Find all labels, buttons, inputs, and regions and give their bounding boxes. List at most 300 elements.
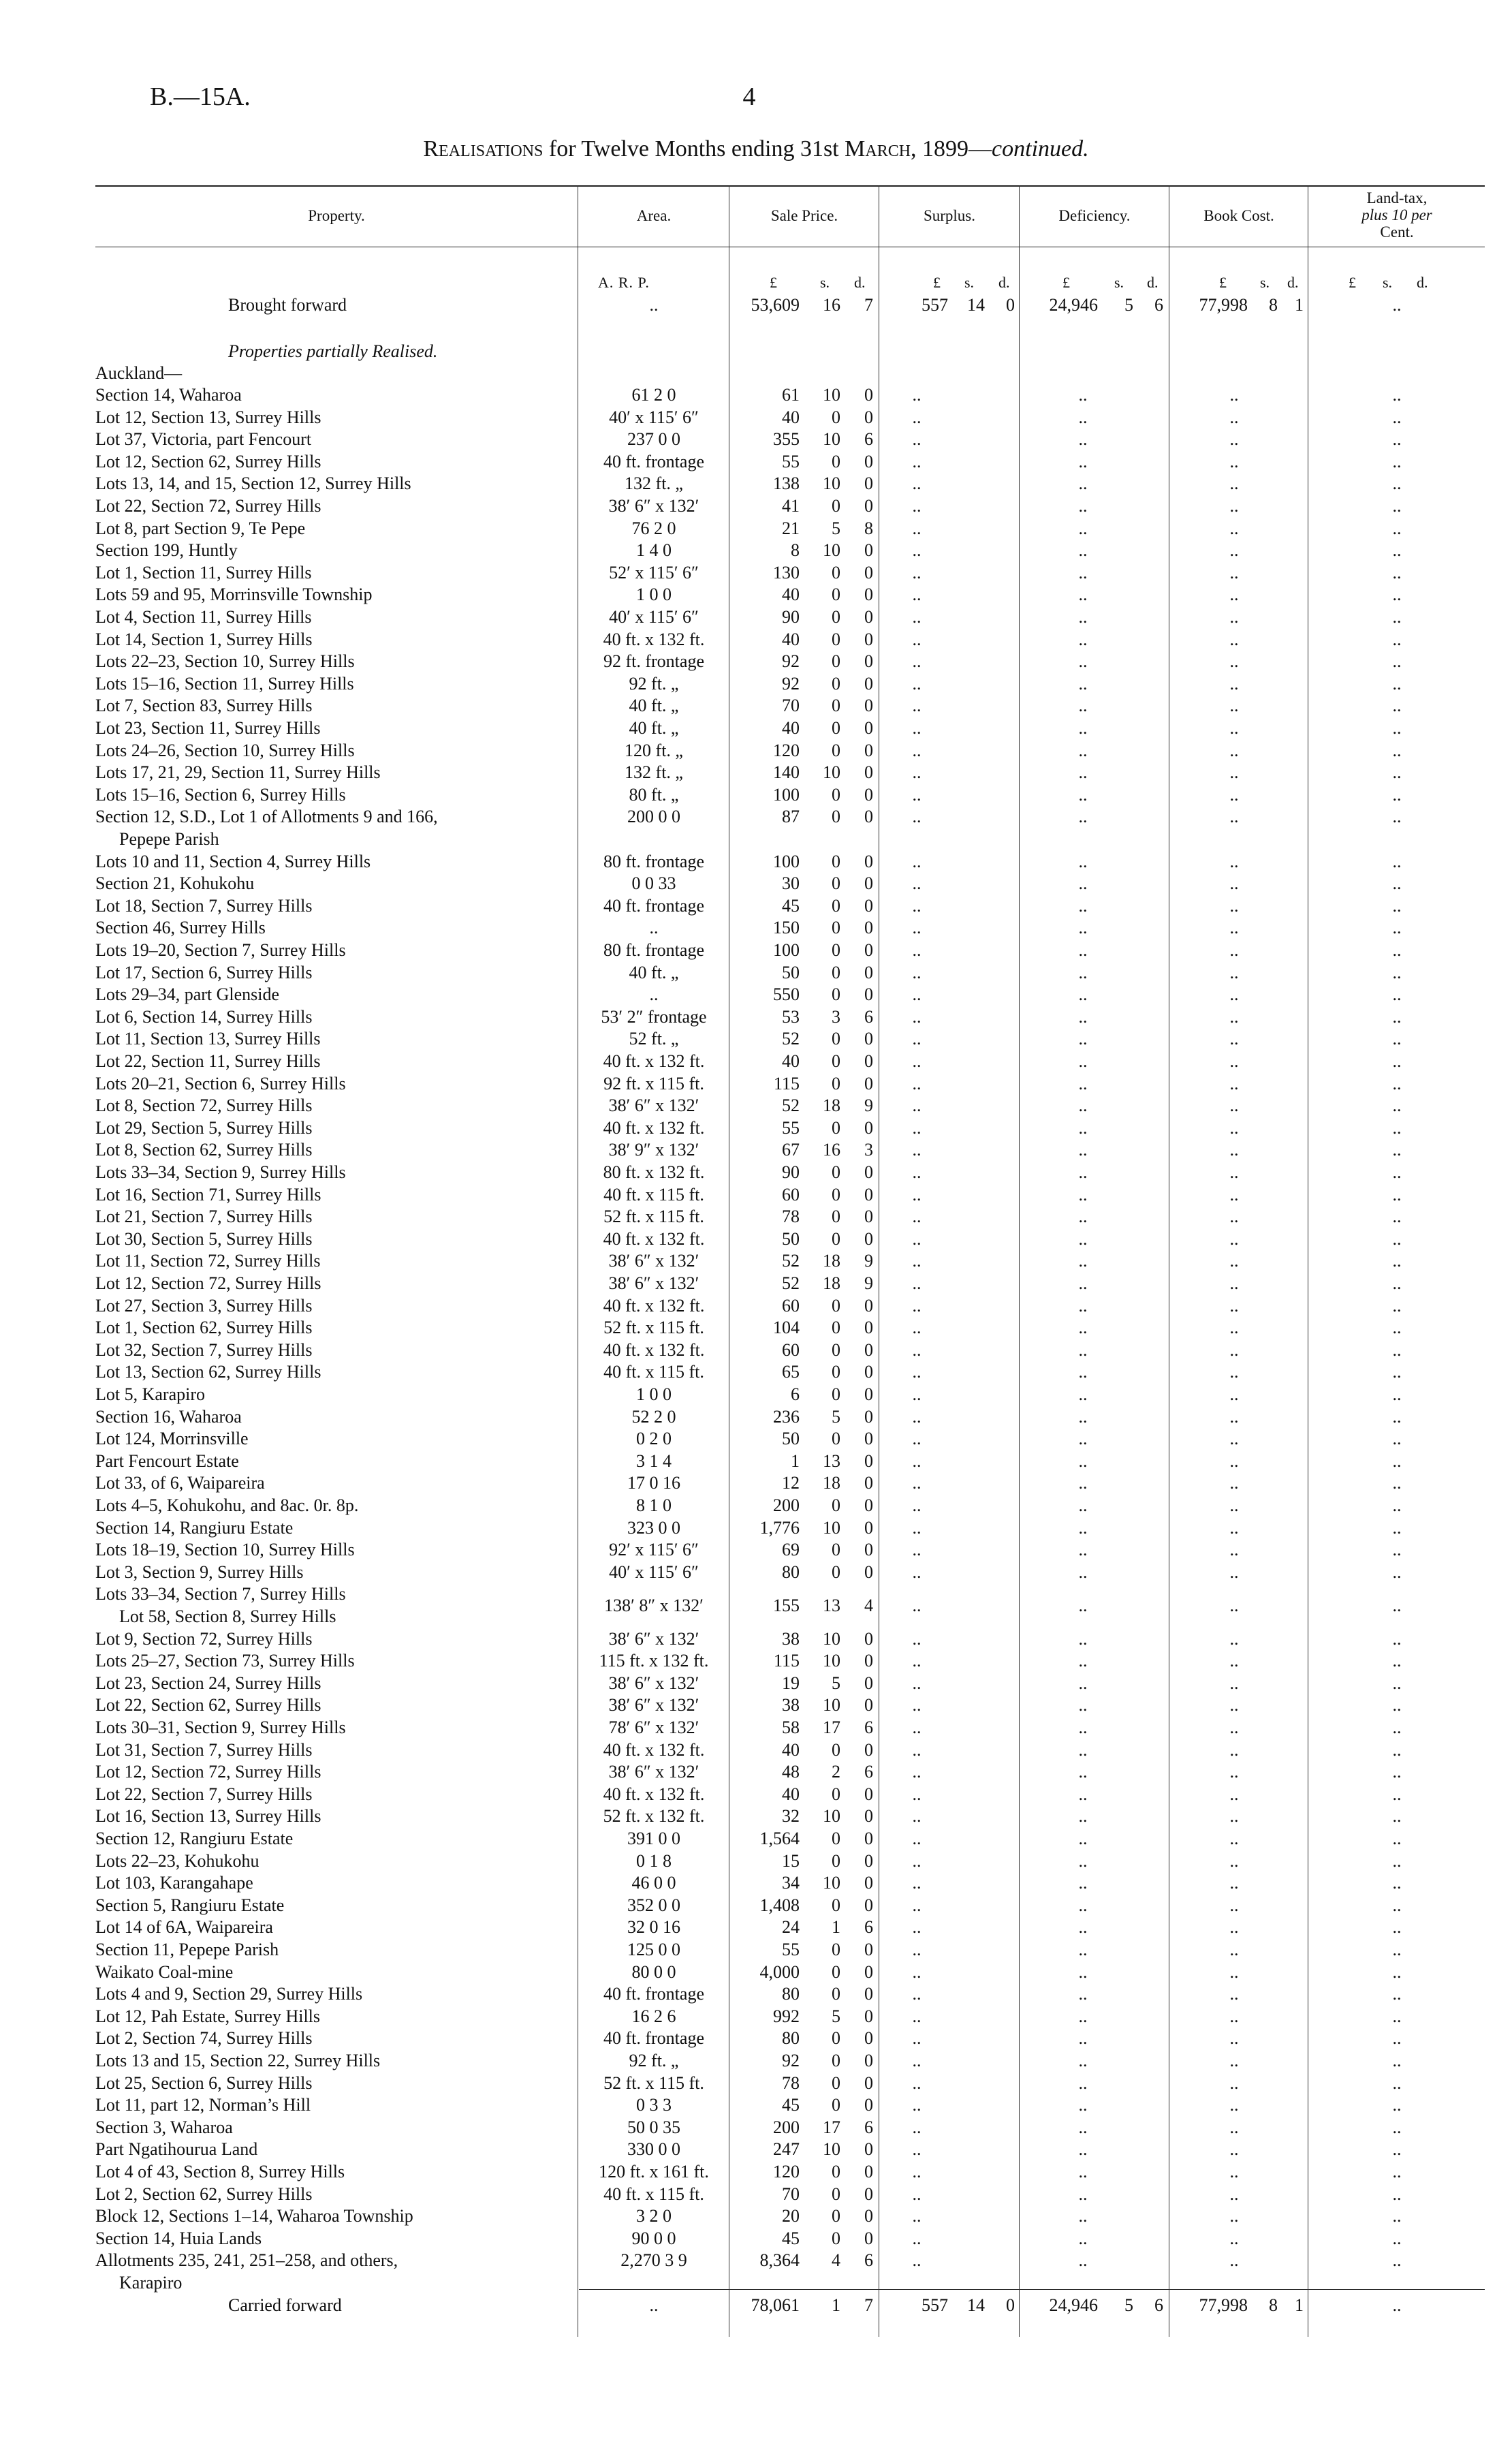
sale-pence: 0	[864, 1473, 873, 1493]
sale-pounds: 155	[773, 1595, 800, 1615]
sale-shillings: 0	[832, 1984, 840, 2004]
property-name: Lots 20–21, Section 6, Surrey Hills	[95, 1073, 346, 1093]
landtax-blank: ..	[1392, 1051, 1402, 1071]
sale-pounds: 40	[782, 1739, 800, 1760]
surplus-blank: ..	[912, 2184, 922, 2204]
property-name: Lots 4–5, Kohukohu, and 8ac. 0r. 8p.	[95, 1495, 359, 1515]
deficiency-blank: ..	[1078, 562, 1088, 583]
sale-pence: 0	[864, 1940, 873, 1959]
area-value: 132 ft. „	[625, 473, 683, 494]
area-value: 1 0 0	[636, 1384, 672, 1404]
property-name: Lot 8, part Section 9, Te Pepe	[95, 518, 306, 538]
sale-pence: 0	[864, 1207, 873, 1227]
sale-pence: 0	[864, 1540, 873, 1560]
property-name: Lot 11, part 12, Norman’s Hill	[95, 2095, 311, 2115]
surplus-blank: ..	[912, 1140, 922, 1160]
surplus-blank: ..	[912, 1207, 922, 1227]
bookcost-blank: ..	[1229, 518, 1239, 538]
property-name: Waikato Coal-mine	[95, 1961, 234, 1982]
property-name: Lots 30–31, Section 9, Surrey Hills	[95, 1718, 346, 1737]
deficiency-blank: ..	[1078, 918, 1088, 938]
landtax-blank: ..	[1392, 2117, 1402, 2137]
sale-pounds: 32	[782, 1806, 800, 1827]
property-name: Lot 14 of 6A, Waipareira	[95, 1917, 273, 1938]
landtax-blank: ..	[1392, 2139, 1402, 2160]
brought-forward-sale-shillings: 16	[823, 295, 840, 315]
bookcost-blank: ..	[1229, 895, 1239, 916]
deficiency-blank: ..	[1078, 1651, 1088, 1671]
surplus-blank: ..	[912, 451, 922, 471]
area-value: 90 0 0	[631, 2228, 676, 2248]
landtax-blank: ..	[1392, 1251, 1402, 1271]
sale-shillings: 0	[832, 2162, 840, 2181]
bookcost-blank: ..	[1229, 1207, 1239, 1227]
sale-pounds: 40	[782, 407, 800, 427]
bookcost-blank: ..	[1229, 1406, 1239, 1427]
area-value: 40 ft. frontage	[603, 2028, 704, 2049]
landtax-blank: ..	[1392, 1029, 1402, 1049]
region-heading: Auckland—	[95, 363, 183, 383]
sale-pence: 0	[864, 2051, 873, 2070]
brought-forward-bookcost-pounds: 77,998	[1199, 295, 1248, 315]
sale-pounds: 70	[782, 2184, 800, 2204]
surplus-blank: ..	[912, 1228, 922, 1249]
property-name-continued: Lot 58, Section 8, Surrey Hills	[119, 1606, 336, 1626]
deficiency-blank: ..	[1078, 1695, 1088, 1715]
bookcost-blank: ..	[1229, 1140, 1239, 1160]
sale-pounds: 52	[782, 1029, 800, 1049]
sale-pounds: 45	[782, 2228, 800, 2248]
deficiency-blank: ..	[1078, 1006, 1088, 1027]
bookcost-blank: ..	[1229, 2072, 1239, 2093]
landtax-blank: ..	[1392, 1140, 1402, 1160]
landtax-blank: ..	[1392, 1961, 1402, 1982]
property-name: Lot 31, Section 7, Surrey Hills	[95, 1739, 313, 1760]
bookcost-blank: ..	[1229, 1429, 1239, 1449]
area-value: 40 ft. „	[629, 696, 679, 716]
deficiency-blank: ..	[1078, 784, 1088, 805]
sale-pounds: 120	[773, 2162, 800, 2181]
deficiency-blank: ..	[1078, 1495, 1088, 1515]
sale-pence: 0	[864, 1695, 873, 1715]
sale-pence: 0	[864, 1628, 873, 1649]
carried-forward-area: ..	[649, 2295, 659, 2315]
landtax-blank: ..	[1392, 962, 1402, 982]
surplus-blank: ..	[912, 1784, 922, 1804]
property-name: Section 12, Rangiuru Estate	[95, 1829, 294, 1848]
brought-forward-deficiency-pounds: 24,946	[1049, 295, 1098, 315]
landtax-blank: ..	[1392, 762, 1402, 783]
area-value: 52 2 0	[631, 1406, 676, 1427]
bookcost-blank: ..	[1229, 629, 1239, 649]
surplus-blank: ..	[912, 1096, 922, 1116]
carried-forward-bookcost-shillings: 8	[1269, 2295, 1278, 2315]
deficiency-blank: ..	[1078, 1273, 1088, 1293]
property-name: Part Ngatihourua Land	[95, 2139, 258, 2160]
property-name: Lots 22–23, Section 10, Surrey Hills	[95, 651, 355, 672]
sale-shillings: 0	[832, 407, 840, 427]
sale-pence: 0	[864, 1384, 873, 1404]
sale-pounds: 67	[782, 1140, 800, 1160]
landtax-blank: ..	[1392, 629, 1402, 649]
unit-area: A. R. P.	[598, 274, 650, 291]
deficiency-blank: ..	[1078, 762, 1088, 783]
sale-shillings: 0	[832, 1117, 840, 1138]
surplus-blank: ..	[912, 1073, 922, 1093]
sale-pounds: 4,000	[759, 1961, 800, 1982]
surplus-blank: ..	[912, 1940, 922, 1959]
sale-pence: 0	[864, 762, 873, 783]
bookcost-blank: ..	[1229, 718, 1239, 738]
sale-shillings: 0	[832, 1495, 840, 1515]
sale-shillings: 0	[832, 1429, 840, 1449]
bookcost-blank: ..	[1229, 1228, 1239, 1249]
landtax-blank: ..	[1392, 1184, 1402, 1205]
page-number: 4	[742, 82, 756, 111]
property-name: Lot 22, Section 72, Surrey Hills	[95, 496, 321, 516]
bookcost-blank: ..	[1229, 2006, 1239, 2026]
sale-shillings: 0	[832, 1739, 840, 1760]
sale-pence: 0	[864, 1295, 873, 1316]
landtax-blank: ..	[1392, 585, 1402, 605]
deficiency-blank: ..	[1078, 962, 1088, 982]
unit-surplus-d: d.	[998, 274, 1010, 291]
bookcost-blank: ..	[1229, 1628, 1239, 1649]
deficiency-blank: ..	[1078, 1184, 1088, 1205]
surplus-blank: ..	[912, 1251, 922, 1271]
surplus-blank: ..	[912, 629, 922, 649]
surplus-blank: ..	[912, 1517, 922, 1538]
area-value: 80 ft. x 132 ft.	[603, 1162, 705, 1182]
bookcost-blank: ..	[1229, 451, 1239, 471]
surplus-blank: ..	[912, 1495, 922, 1515]
bookcost-blank: ..	[1229, 2028, 1239, 2049]
col-header-book-cost: Book Cost.	[1203, 207, 1274, 224]
surplus-blank: ..	[912, 984, 922, 1005]
area-value: 38′ 6″ x 132′	[608, 1628, 699, 1649]
area-value: 1 0 0	[636, 585, 672, 605]
sale-pounds: 40	[782, 1051, 800, 1071]
landtax-blank: ..	[1392, 1073, 1402, 1093]
sale-shillings: 4	[832, 2250, 840, 2271]
surplus-blank: ..	[912, 873, 922, 894]
deficiency-blank: ..	[1078, 2095, 1088, 2115]
surplus-blank: ..	[912, 1762, 922, 1782]
deficiency-blank: ..	[1078, 1961, 1088, 1982]
property-name: Lot 12, Section 13, Surrey Hills	[95, 407, 321, 427]
bookcost-blank: ..	[1229, 562, 1239, 583]
sale-shillings: 0	[832, 962, 840, 982]
deficiency-blank: ..	[1078, 540, 1088, 561]
sale-pence: 0	[864, 940, 873, 960]
bookcost-blank: ..	[1229, 1917, 1239, 1938]
sale-pounds: 200	[773, 1495, 800, 1515]
sale-pounds: 30	[782, 873, 800, 894]
landtax-blank: ..	[1392, 518, 1402, 538]
property-name: Section 16, Waharoa	[95, 1406, 242, 1427]
landtax-blank: ..	[1392, 451, 1402, 471]
property-name: Lot 2, Section 62, Surrey Hills	[95, 2184, 313, 2204]
sale-pence: 9	[864, 1273, 873, 1293]
sale-pence: 0	[864, 1984, 873, 2004]
landtax-blank: ..	[1392, 1673, 1402, 1693]
area-value: 0 1 8	[636, 1850, 672, 1871]
area-value: 92 ft. „	[629, 2051, 679, 2070]
brought-forward-bookcost-pence: 1	[1295, 295, 1304, 315]
surplus-blank: ..	[912, 1318, 922, 1338]
deficiency-blank: ..	[1078, 1096, 1088, 1116]
landtax-blank: ..	[1392, 1429, 1402, 1449]
area-value: 138′ 8″ x 132′	[604, 1595, 704, 1615]
caption-tail: continued.	[992, 136, 1089, 161]
deficiency-blank: ..	[1078, 1540, 1088, 1560]
property-name: Lot 4 of 43, Section 8, Surrey Hills	[95, 2162, 345, 2181]
sale-shillings: 18	[823, 1473, 840, 1493]
property-name: Lot 7, Section 83, Surrey Hills	[95, 696, 313, 716]
landtax-blank: ..	[1392, 407, 1402, 427]
sale-pounds: 45	[782, 895, 800, 916]
carried-forward-sale-pence: 7	[864, 2295, 873, 2315]
landtax-blank: ..	[1392, 784, 1402, 805]
bookcost-blank: ..	[1229, 984, 1239, 1005]
sale-pounds: 236	[773, 1406, 800, 1427]
sale-shillings: 0	[832, 1051, 840, 1071]
deficiency-blank: ..	[1078, 1251, 1088, 1271]
bookcost-blank: ..	[1229, 1850, 1239, 1871]
bookcost-blank: ..	[1229, 2228, 1239, 2248]
carried-forward-surplus-pounds: 557	[922, 2295, 948, 2315]
brought-forward-surplus-pounds: 557	[922, 295, 948, 315]
area-value: 40 ft. frontage	[603, 1984, 704, 2004]
surplus-blank: ..	[912, 1961, 922, 1982]
sale-pounds: 100	[773, 940, 800, 960]
surplus-blank: ..	[912, 429, 922, 450]
bookcost-blank: ..	[1229, 2095, 1239, 2115]
area-value: 38′ 6″ x 132′	[608, 1695, 699, 1715]
sale-pence: 0	[864, 473, 873, 494]
carried-forward-surplus-pence: 0	[1006, 2295, 1015, 2315]
area-value: 0 2 0	[636, 1429, 672, 1449]
landtax-blank: ..	[1392, 807, 1402, 827]
sale-pounds: 78	[782, 1207, 800, 1227]
deficiency-blank: ..	[1078, 1940, 1088, 1959]
surplus-blank: ..	[912, 1673, 922, 1693]
bookcost-blank: ..	[1229, 1273, 1239, 1293]
deficiency-blank: ..	[1078, 1228, 1088, 1249]
deficiency-blank: ..	[1078, 1473, 1088, 1493]
sale-pounds: 55	[782, 451, 800, 471]
area-value: 40 ft. x 132 ft.	[603, 1117, 705, 1138]
surplus-blank: ..	[912, 2139, 922, 2160]
bookcost-blank: ..	[1229, 1739, 1239, 1760]
sale-pounds: 60	[782, 1339, 800, 1360]
surplus-blank: ..	[912, 2117, 922, 2137]
bookcost-blank: ..	[1229, 1029, 1239, 1049]
sale-pounds: 53	[782, 1006, 800, 1027]
bookcost-blank: ..	[1229, 1562, 1239, 1582]
property-name: Section 14, Rangiuru Estate	[95, 1517, 294, 1538]
landtax-blank: ..	[1392, 2028, 1402, 2049]
bookcost-blank: ..	[1229, 407, 1239, 427]
sale-pence: 0	[864, 1829, 873, 1848]
deficiency-blank: ..	[1078, 895, 1088, 916]
deficiency-blank: ..	[1078, 385, 1088, 405]
sale-shillings: 0	[832, 1228, 840, 1249]
property-name: Lots 13 and 15, Section 22, Surrey Hills	[95, 2051, 381, 2070]
sale-shillings: 17	[823, 1718, 840, 1737]
sale-pence: 0	[864, 1784, 873, 1804]
sale-pounds: 78	[782, 2072, 800, 2093]
bookcost-blank: ..	[1229, 1873, 1239, 1893]
bookcost-blank: ..	[1229, 1006, 1239, 1027]
sale-pounds: 55	[782, 1117, 800, 1138]
deficiency-blank: ..	[1078, 1806, 1088, 1827]
property-name: Lots 17, 21, 29, Section 11, Surrey Hills	[95, 762, 381, 783]
property-name: Lots 25–27, Section 73, Surrey Hills	[95, 1651, 355, 1671]
property-name: Lot 12, Section 62, Surrey Hills	[95, 451, 321, 471]
brought-forward-bookcost-shillings: 8	[1269, 295, 1278, 315]
deficiency-blank: ..	[1078, 1829, 1088, 1848]
sale-pounds: 140	[773, 762, 800, 783]
area-value: 40 ft. frontage	[603, 895, 704, 916]
unit-landtax-s: s.	[1383, 274, 1393, 291]
bookcost-blank: ..	[1229, 585, 1239, 605]
sale-pence: 0	[864, 2006, 873, 2026]
surplus-blank: ..	[912, 2206, 922, 2226]
deficiency-blank: ..	[1078, 2051, 1088, 2070]
deficiency-blank: ..	[1078, 451, 1088, 471]
surplus-blank: ..	[912, 1718, 922, 1737]
brought-forward-landtax: ..	[1392, 295, 1402, 315]
sale-shillings: 10	[823, 385, 840, 405]
sale-pounds: 1,564	[759, 1829, 800, 1848]
bookcost-blank: ..	[1229, 673, 1239, 694]
surplus-blank: ..	[912, 1595, 922, 1615]
property-name: Lot 14, Section 1, Surrey Hills	[95, 629, 313, 649]
sale-pence: 0	[864, 1117, 873, 1138]
sale-pence: 3	[864, 1140, 873, 1160]
surplus-blank: ..	[912, 1628, 922, 1649]
document-reference: B.—15A.	[150, 82, 251, 111]
sale-shillings: 0	[832, 1162, 840, 1182]
deficiency-blank: ..	[1078, 585, 1088, 605]
landtax-blank: ..	[1392, 1162, 1402, 1182]
sale-shillings: 0	[832, 496, 840, 516]
area-value: 92 ft. frontage	[603, 651, 704, 672]
landtax-blank: ..	[1392, 1562, 1402, 1582]
surplus-blank: ..	[912, 1295, 922, 1316]
sale-pence: 0	[864, 1806, 873, 1827]
bookcost-blank: ..	[1229, 1384, 1239, 1404]
sale-pence: 0	[864, 1162, 873, 1182]
sale-pence: 9	[864, 1251, 873, 1271]
sale-pounds: 1,408	[759, 1895, 800, 1915]
sale-pounds: 247	[773, 2139, 800, 2160]
surplus-blank: ..	[912, 2162, 922, 2181]
sale-shillings: 13	[823, 1595, 840, 1615]
col-header-area: Area.	[636, 207, 672, 224]
bookcost-blank: ..	[1229, 1984, 1239, 2004]
landtax-blank: ..	[1392, 2206, 1402, 2226]
surplus-blank: ..	[912, 1873, 922, 1893]
property-name: Lot 22, Section 11, Surrey Hills	[95, 1051, 321, 1071]
surplus-blank: ..	[912, 2028, 922, 2049]
land-tax-line-1: Land-tax,	[1366, 189, 1428, 206]
surplus-blank: ..	[912, 540, 922, 561]
landtax-blank: ..	[1392, 2162, 1402, 2181]
landtax-blank: ..	[1392, 984, 1402, 1005]
sale-shillings: 0	[832, 873, 840, 894]
area-value: 352 0 0	[627, 1895, 680, 1915]
sale-shillings: 10	[823, 762, 840, 783]
sale-shillings: 0	[832, 1961, 840, 1982]
surplus-blank: ..	[912, 1540, 922, 1560]
sale-shillings: 0	[832, 784, 840, 805]
sale-pounds: 38	[782, 1628, 800, 1649]
sale-pence: 0	[864, 2162, 873, 2181]
section-heading: Properties partially Realised.	[228, 341, 438, 361]
property-name: Lot 4, Section 11, Surrey Hills	[95, 607, 312, 627]
bookcost-blank: ..	[1229, 762, 1239, 783]
unit-deficiency-s: s.	[1114, 274, 1124, 291]
sale-shillings: 0	[832, 673, 840, 694]
landtax-blank: ..	[1392, 2095, 1402, 2115]
sale-pounds: 115	[773, 1073, 800, 1093]
area-value: 38′ 6″ x 132′	[608, 496, 699, 516]
deficiency-blank: ..	[1078, 2228, 1088, 2248]
deficiency-blank: ..	[1078, 1762, 1088, 1782]
bookcost-blank: ..	[1229, 1829, 1239, 1848]
landtax-blank: ..	[1392, 1873, 1402, 1893]
sale-shillings: 18	[823, 1096, 840, 1116]
sale-pounds: 55	[782, 1940, 800, 1959]
property-name: Section 3, Waharoa	[95, 2117, 233, 2137]
surplus-blank: ..	[912, 1850, 922, 1871]
landtax-blank: ..	[1392, 1739, 1402, 1760]
bookcost-blank: ..	[1229, 1806, 1239, 1827]
area-value: ..	[649, 918, 659, 938]
landtax-blank: ..	[1392, 1406, 1402, 1427]
bookcost-blank: ..	[1229, 1517, 1239, 1538]
deficiency-blank: ..	[1078, 1595, 1088, 1615]
unit-deficiency-pound: £	[1062, 274, 1070, 291]
landtax-blank: ..	[1392, 1895, 1402, 1915]
sale-pence: 4	[864, 1595, 873, 1615]
bookcost-blank: ..	[1229, 473, 1239, 494]
surplus-blank: ..	[912, 2051, 922, 2070]
area-value: 38′ 6″ x 132′	[608, 1096, 699, 1116]
landtax-blank: ..	[1392, 1362, 1402, 1382]
bookcost-blank: ..	[1229, 1251, 1239, 1271]
sale-pence: 0	[864, 1362, 873, 1382]
sale-pence: 0	[864, 1051, 873, 1071]
sale-pence: 0	[864, 1873, 873, 1893]
area-value: 52 ft. x 115 ft.	[603, 1318, 704, 1338]
landtax-blank: ..	[1392, 562, 1402, 583]
sale-shillings: 0	[832, 1073, 840, 1093]
area-value: 200 0 0	[627, 807, 680, 827]
header-top-rule	[95, 185, 1485, 187]
bookcost-blank: ..	[1229, 1718, 1239, 1737]
surplus-blank: ..	[912, 1051, 922, 1071]
landtax-blank: ..	[1392, 2250, 1402, 2271]
property-name: Section 46, Surrey Hills	[95, 918, 266, 938]
sale-shillings: 10	[823, 429, 840, 450]
surplus-blank: ..	[912, 1273, 922, 1293]
sale-pence: 6	[864, 429, 873, 450]
unit-sale-d: d.	[854, 274, 866, 291]
sale-pounds: 550	[773, 984, 800, 1005]
